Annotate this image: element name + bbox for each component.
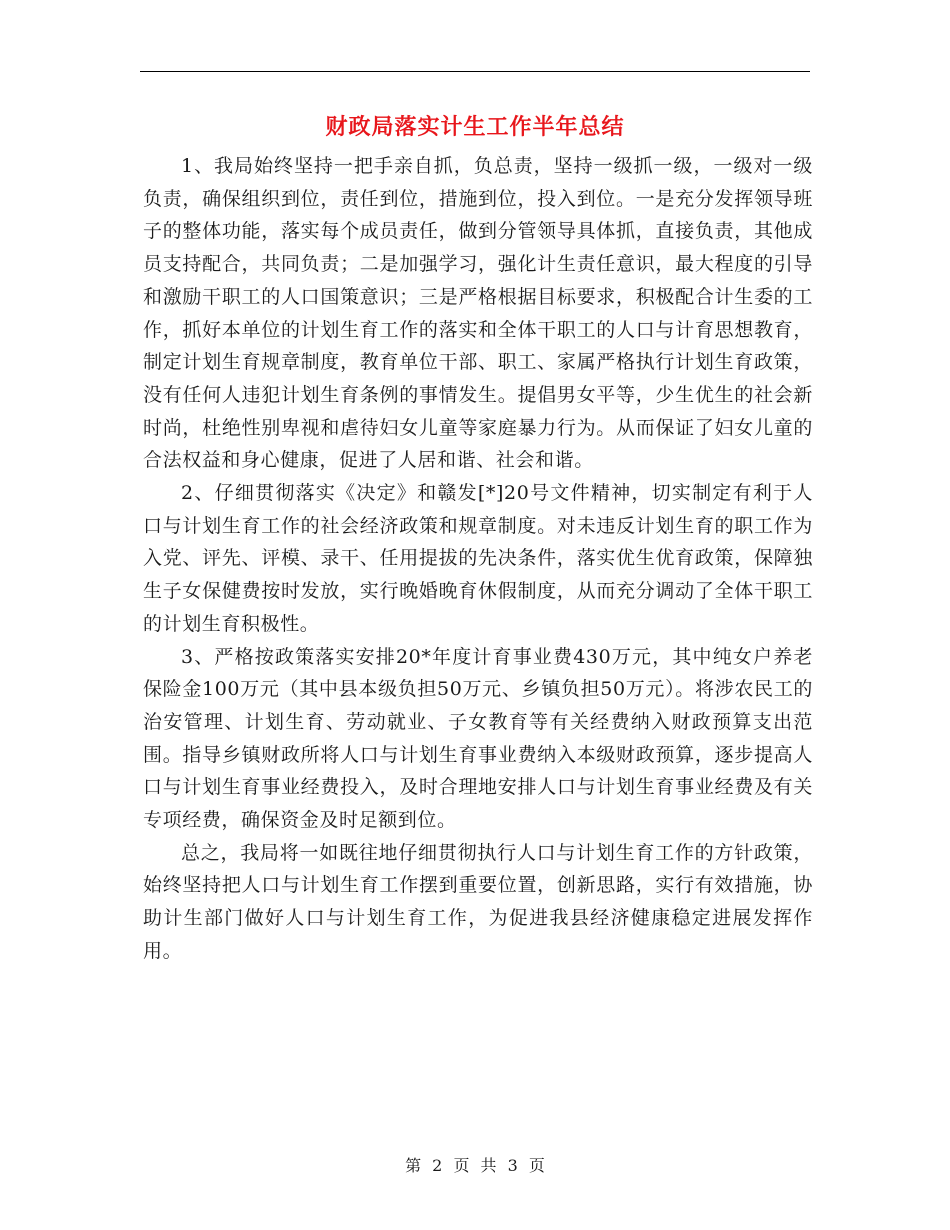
paragraph-2: 2、仔细贯彻落实《决定》和赣发[*]20号文件精神，切实制定有利于人口与计划生育工作的社会经济政策和规章制度。对未违反计划生育的职工作为入党、评先、评模、录干、任用提拔的先决条件，落实优生优育政策，保障独生子女保健费按时发放，实行晚婚晚育休假制度，从而充分调动了全体干职工的计划生育积极性。 xyxy=(143,482,813,635)
paragraph-1: 1、我局始终坚持一把手亲自抓，负总责，坚持一级抓一级，一级对一级负责，确保组织到位，责任到位，措施到位，投入到位。一是充分发挥领导班子的整体功能，落实每个成员责任，做到分管领导具体抓，直接负责，其他成员支持配合，共同负责；二是加强学习，强化计生责任意识，最大程度的引导和激励干职工的人口国策意识；三是严格根据目标要求，积极配合计生委的工作，抓好本单位的计划生育工作的落实和全体干职工的人口与计育思想教育，制定计划生育规章制度，教育单位干部、职工、家属严格执行计划生育政策，没有任何人违犯计划生育条例的事情发生。提倡男女平等，少生优生的社会新时尚，杜绝性别卑视和虐待妇女儿童等家庭暴力行为。从而保证了妇女儿童的合法权益和身心健康，促进了人居和谐、社会和谐。 xyxy=(143,155,813,472)
paragraph-3: 3、严格按政策落实安排20*年度计育事业费430万元，其中纯女户养老保险金100万元（其中县本级负担50万元、乡镇负担50万元）。将涉农民工的治安管理、计划生育、劳动就业、子女教育等有关经费纳入财政预算支出范围。指导乡镇财政所将人口与计划生育事业费纳入本级财政预算，逐步提高人口与计划生育事业经费投入，及时合理地安排人口与计划生育事业经费及有关专项经费，确保资金及时足额到位。 xyxy=(143,645,813,832)
header-rule xyxy=(140,71,810,72)
paragraph-summary: 总之，我局将一如既往地仔细贯彻执行人口与计划生育工作的方针政策，始终坚持把人口与计划生育工作摆到重要位置，创新思路，实行有效措施，协助计生部门做好人口与计划生育工作，为促进我县经济健康稳定进展发挥作用。 xyxy=(143,841,813,962)
document-title: 财政局落实计生工作半年总结 xyxy=(325,114,625,140)
page-number-footer: 第 2 页 共 3 页 xyxy=(405,1156,545,1175)
document-body xyxy=(143,150,813,968)
